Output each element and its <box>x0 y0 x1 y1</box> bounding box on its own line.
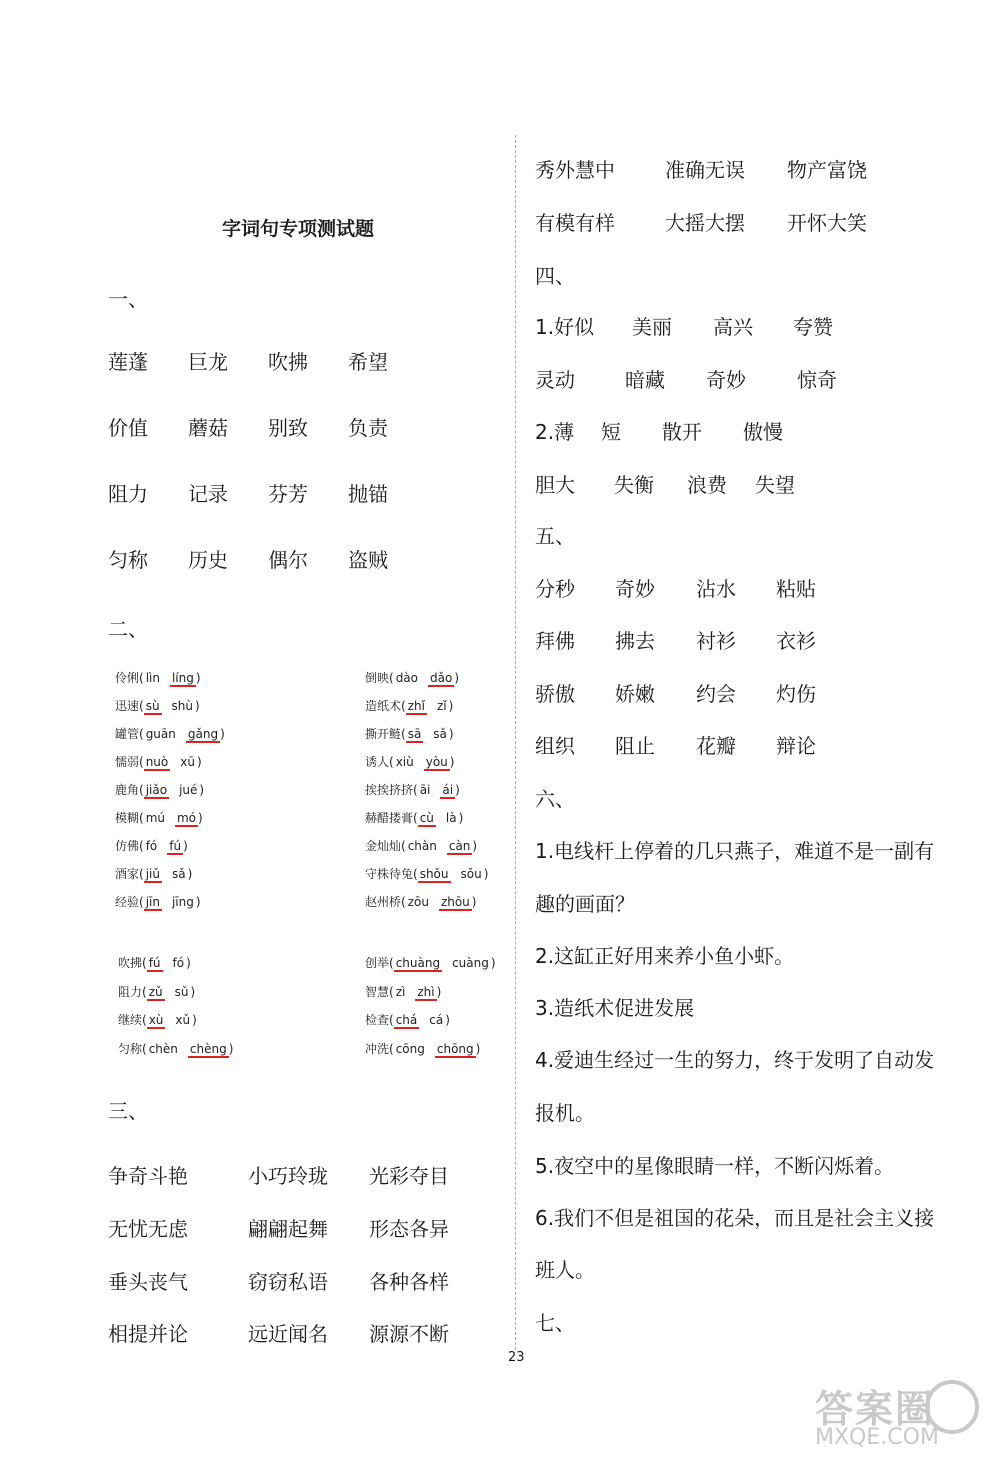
word-item: 记录 <box>188 482 228 506</box>
idiom-item: 无忧无虑 <box>108 1217 188 1241</box>
pinyin-option: zōu <box>407 895 429 909</box>
word-item: 花瓣 <box>696 734 736 758</box>
pinyin-close: ) <box>199 783 205 797</box>
pinyin-option: yòu <box>425 755 448 769</box>
idiom-item: 各种各样 <box>369 1270 449 1294</box>
pinyin-entry <box>365 725 454 743</box>
sentence-line: 1.电线杆上停着的几只燕子，难道不是一副有 <box>535 839 935 863</box>
pinyin-option: cù <box>419 811 434 825</box>
pinyin-close: ) <box>195 671 201 685</box>
section-3-header: 三、 <box>108 1099 148 1123</box>
pinyin-word: 冲洗( <box>365 1041 394 1056</box>
page-title: 字词句专项测试题 <box>222 218 375 240</box>
idiom-item: 大摇大摆 <box>665 211 745 235</box>
pinyin-close: ) <box>445 1013 450 1027</box>
pinyin-option: cōng <box>395 1041 425 1056</box>
pinyin-option: jiǔ <box>145 867 160 881</box>
answer-word: 1.好似 <box>535 315 595 339</box>
pinyin-option: ái <box>442 783 454 797</box>
word-item: 辩论 <box>776 734 816 758</box>
answer-word: 灵动 <box>535 368 575 392</box>
word-item: 吹拂 <box>268 350 308 374</box>
pinyin-word: 经验( <box>115 895 144 909</box>
idiom-item: 秀外慧中 <box>535 158 615 182</box>
pinyin-option: chàn <box>407 839 437 853</box>
pinyin-option: lìn <box>145 671 160 685</box>
answer-word: 散开 <box>662 420 702 444</box>
pinyin-option: sǎ <box>171 867 186 881</box>
word-item: 价值 <box>108 416 148 440</box>
answer-word: 失衡 <box>614 473 654 497</box>
answer-word: 短 <box>601 420 621 444</box>
pinyin-entry <box>365 865 488 883</box>
answer-word: 高兴 <box>713 315 753 339</box>
pinyin-option: chuàng <box>395 956 441 970</box>
watermark-sub: MXQE.COM <box>815 1425 939 1450</box>
pinyin-close: ) <box>192 1013 197 1027</box>
pinyin-word: 赫醋搂膏( <box>365 811 418 825</box>
pinyin-option: guān <box>145 727 176 741</box>
pinyin-option: dǎo <box>430 671 453 685</box>
pinyin-close: ) <box>198 811 203 825</box>
word-item: 拂去 <box>615 629 655 653</box>
pinyin-word: 金灿灿( <box>365 839 406 853</box>
pinyin-word: 匀称( <box>118 1041 147 1056</box>
word-item: 粘贴 <box>776 577 816 601</box>
pinyin-word: 挨挨挤挤( <box>365 783 418 797</box>
word-item: 衣衫 <box>776 629 816 653</box>
pinyin-entry <box>365 697 453 715</box>
word-item: 盗贼 <box>348 548 388 572</box>
pinyin-close: ) <box>228 1041 234 1056</box>
pinyin-option: dào <box>395 671 418 685</box>
pinyin-word: 懦弱( <box>115 755 144 769</box>
idiom-item: 物产富饶 <box>787 158 867 182</box>
pinyin-entry <box>118 1040 233 1058</box>
pinyin-close: ) <box>196 755 202 769</box>
pinyin-word: 创举( <box>365 956 394 970</box>
pinyin-close: ) <box>455 783 460 797</box>
word-item: 组织 <box>535 734 575 758</box>
section-2-header: 二、 <box>108 617 148 641</box>
pinyin-entry <box>115 781 204 799</box>
sentence-line: 趣的画面？ <box>535 892 635 916</box>
pinyin-option: fú <box>148 956 161 970</box>
idiom-item: 光彩夺目 <box>369 1164 449 1188</box>
pinyin-option: shù <box>171 699 194 713</box>
word-item: 阻止 <box>615 734 655 758</box>
pinyin-word: 伶俐( <box>115 671 144 685</box>
word-item: 偶尔 <box>268 548 308 572</box>
pinyin-word: 赵州桥( <box>365 895 406 909</box>
page-number: 23 <box>508 1350 525 1365</box>
answer-word: 暗藏 <box>625 368 665 392</box>
pinyin-option: xǔ <box>175 1013 191 1027</box>
pinyin-word: 诱人( <box>365 755 394 769</box>
answer-word: 美丽 <box>632 315 672 339</box>
pinyin-close: ) <box>183 839 188 853</box>
pinyin-entry <box>365 837 477 855</box>
idiom-item: 开怀大笑 <box>787 211 867 235</box>
pinyin-word: 继续( <box>118 1013 147 1027</box>
pinyin-entry <box>365 983 441 1001</box>
pinyin-entry <box>118 954 191 972</box>
pinyin-entry <box>365 809 463 827</box>
sentence-line: 6.我们不但是祖国的花朵，而且是社会主义接 <box>535 1206 935 1230</box>
idiom-item: 争奇斗艳 <box>108 1164 188 1188</box>
pinyin-entry <box>365 954 496 972</box>
pinyin-word: 罐管( <box>115 727 144 741</box>
answer-word: 奇妙 <box>706 368 746 392</box>
pinyin-option: là <box>445 811 457 825</box>
pinyin-option: zì <box>395 984 406 999</box>
pinyin-close: ) <box>448 727 454 741</box>
pinyin-close: ) <box>458 811 464 825</box>
pinyin-close: ) <box>195 699 200 713</box>
answer-word: 惊奇 <box>797 368 837 392</box>
word-item: 蘑菇 <box>188 416 228 440</box>
pinyin-entry <box>115 837 188 855</box>
pinyin-option: āi <box>419 783 431 797</box>
pinyin-option: líng <box>171 671 194 685</box>
pinyin-word: 仿佛( <box>115 839 144 853</box>
pinyin-word: 阻力( <box>118 984 147 999</box>
pinyin-option: mú <box>145 811 165 825</box>
pinyin-close: ) <box>490 956 496 970</box>
word-item: 芬芳 <box>268 482 308 506</box>
pinyin-entry <box>115 669 201 687</box>
pinyin-option: chèng <box>189 1041 227 1056</box>
word-item: 抛锚 <box>348 482 388 506</box>
idiom-item: 源源不断 <box>369 1322 449 1346</box>
pinyin-option: fó <box>145 839 158 853</box>
pinyin-word: 倒映( <box>365 671 394 685</box>
word-item: 约会 <box>696 682 736 706</box>
pinyin-option: zhì <box>417 984 435 999</box>
sentence-line: 3.造纸术促进发展 <box>535 996 695 1020</box>
pinyin-close: ) <box>436 984 442 999</box>
pinyin-close: ) <box>186 956 191 970</box>
idiom-item: 翩翩起舞 <box>248 1217 328 1241</box>
pinyin-entry <box>118 983 195 1001</box>
column-divider <box>515 135 516 1350</box>
pinyin-word: 模糊( <box>115 811 144 825</box>
watermark-main: 答案圈 <box>815 1387 936 1431</box>
word-item: 奇妙 <box>615 577 655 601</box>
section-1-header: 一、 <box>108 287 148 311</box>
pinyin-word: 迅速( <box>115 699 144 713</box>
pinyin-option: jiǎo <box>145 783 168 797</box>
word-item: 别致 <box>268 416 308 440</box>
answer-word: 2.薄 <box>535 420 575 444</box>
section-6-header: 六、 <box>535 787 575 811</box>
section-4-header: 四、 <box>535 264 575 288</box>
word-item: 希望 <box>348 350 388 374</box>
sentence-line: 2.这缸正好用来养小鱼小虾。 <box>535 944 795 968</box>
word-item: 沾水 <box>696 577 736 601</box>
pinyin-option: jīng <box>171 895 194 909</box>
pinyin-option: mó <box>176 811 197 825</box>
word-item: 莲蓬 <box>108 350 148 374</box>
pinyin-option: chèn <box>148 1041 178 1056</box>
pinyin-close: ) <box>483 867 489 881</box>
pinyin-entry <box>115 725 225 743</box>
pinyin-option: zǔ <box>148 984 163 999</box>
idiom-item: 准确无误 <box>665 158 745 182</box>
sentence-line: 班人。 <box>535 1258 595 1282</box>
pinyin-close: ) <box>449 755 455 769</box>
word-item: 历史 <box>188 548 228 572</box>
pinyin-option: jīn <box>145 895 160 909</box>
pinyin-option: cá <box>429 1013 444 1027</box>
pinyin-option: sù <box>145 699 160 713</box>
pinyin-word: 撕开鲢( <box>365 727 406 741</box>
idiom-item: 有模有样 <box>535 211 615 235</box>
pinyin-close: ) <box>454 671 459 685</box>
pinyin-word: 吹拂( <box>118 956 147 970</box>
pinyin-word: 造纸术( <box>365 699 406 713</box>
pinyin-option: sǎ <box>433 727 447 741</box>
pinyin-close: ) <box>448 699 454 713</box>
pinyin-entry <box>365 781 460 799</box>
answer-word: 傲慢 <box>743 420 783 444</box>
pinyin-option: sǒu <box>460 867 482 881</box>
pinyin-entry <box>365 669 459 687</box>
idiom-item: 垂头丧气 <box>108 1270 188 1294</box>
idiom-item: 小巧玲珑 <box>248 1164 328 1188</box>
section-7-header: 七、 <box>535 1311 575 1335</box>
pinyin-option: sā <box>407 727 422 741</box>
pinyin-option: càn <box>448 839 471 853</box>
pinyin-entry <box>118 1011 197 1029</box>
pinyin-close: ) <box>195 895 201 909</box>
pinyin-entry <box>115 753 202 771</box>
word-item: 娇嫩 <box>615 682 655 706</box>
pinyin-entry <box>365 753 454 771</box>
pinyin-close: ) <box>220 727 225 741</box>
pinyin-close: ) <box>472 839 478 853</box>
section-5-header: 五、 <box>535 524 575 548</box>
pinyin-entry <box>115 893 201 911</box>
pinyin-entry <box>115 809 203 827</box>
word-item: 阻力 <box>108 482 148 506</box>
pinyin-option: cuàng <box>452 956 489 970</box>
pinyin-word: 酒家( <box>115 867 144 881</box>
pinyin-option: xù <box>148 1013 164 1027</box>
pinyin-close: ) <box>475 1041 481 1056</box>
pinyin-option: jué <box>179 783 198 797</box>
pinyin-word: 检查( <box>365 1013 394 1027</box>
idiom-item: 远近闻名 <box>248 1322 328 1346</box>
pinyin-option: shǒu <box>419 867 449 881</box>
pinyin-option: fú <box>169 839 182 853</box>
pinyin-entry <box>115 697 200 715</box>
pinyin-word: 鹿角( <box>115 783 144 797</box>
answer-word: 胆大 <box>535 473 575 497</box>
sentence-line: 4.爱迪生经过一生的努力，终于发明了自动发 <box>535 1048 935 1072</box>
pinyin-close: ) <box>471 895 477 909</box>
idiom-item: 窃窃私语 <box>248 1270 328 1294</box>
idiom-item: 相提并论 <box>108 1322 188 1346</box>
word-item: 匀称 <box>108 548 148 572</box>
pinyin-option: nuò <box>145 755 169 769</box>
word-item: 骄傲 <box>535 682 575 706</box>
pinyin-word: 守株待兔( <box>365 867 418 881</box>
answer-word: 失望 <box>755 473 795 497</box>
word-item: 衬衫 <box>696 629 736 653</box>
idiom-item: 形态各异 <box>369 1217 449 1241</box>
pinyin-option: xiù <box>395 755 414 769</box>
pinyin-option: zǐ <box>436 699 447 713</box>
sentence-line: 报机。 <box>535 1101 595 1125</box>
pinyin-close: ) <box>190 984 196 999</box>
pinyin-option: zhǐ <box>407 699 425 713</box>
pinyin-option: fó <box>172 956 185 970</box>
word-item: 巨龙 <box>188 350 228 374</box>
pinyin-option: sǔ <box>174 984 189 999</box>
pinyin-entry <box>115 865 192 883</box>
pinyin-option: gǎng <box>187 727 219 741</box>
answer-word: 浪费 <box>687 473 727 497</box>
pinyin-close: ) <box>187 867 193 881</box>
pinyin-entry <box>365 893 476 911</box>
pinyin-option: xū <box>180 755 195 769</box>
pinyin-option: chá <box>395 1013 418 1027</box>
pinyin-word: 智慧( <box>365 984 394 999</box>
pinyin-option: zhōu <box>440 895 470 909</box>
word-item: 负责 <box>348 416 388 440</box>
pinyin-option: chōng <box>436 1041 474 1056</box>
answer-word: 夸赞 <box>793 315 833 339</box>
pinyin-entry <box>365 1011 450 1029</box>
word-item: 灼伤 <box>776 682 816 706</box>
sentence-line: 5.夜空中的星像眼睛一样，不断闪烁着。 <box>535 1154 895 1178</box>
word-item: 拜佛 <box>535 629 575 653</box>
word-item: 分秒 <box>535 577 575 601</box>
pinyin-entry <box>365 1040 480 1058</box>
